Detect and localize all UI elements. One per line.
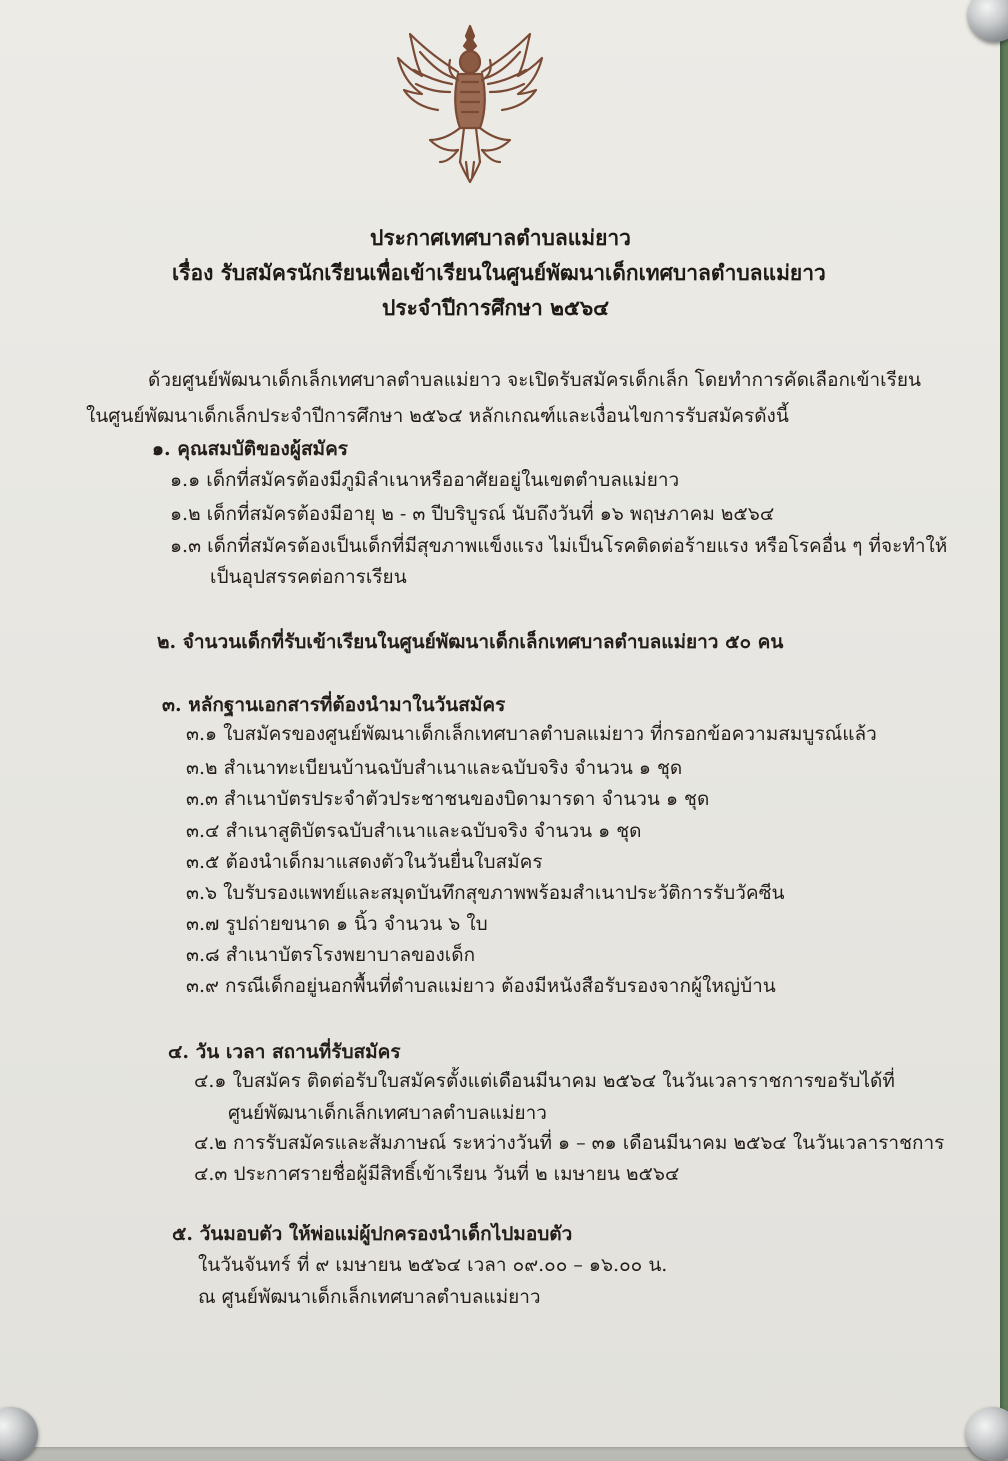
document-subject: เรื่อง รับสมัครนักเรียนเพื่อเข้าเรียนในศูนย์พัฒนาเด็กเทศบาลตำบลแม่ยาว <box>172 260 826 285</box>
section-3-item: ๓.๑ ใบสมัครของศูนย์พัฒนาเด็กเล็กเทศบาลตำบลแม่ยาว ที่กรอกข้อความสมบูรณ์แล้ว <box>186 723 877 745</box>
section-5-heading: ๕. วันมอบตัว ให้พ่อแม่ผู้ปกครองนำเด็กไปมอบตัว <box>172 1223 573 1245</box>
section-1-item: ๑.๓ เด็กที่สมัครต้องเป็นเด็กที่มีสุขภาพแข็งแรง ไม่เป็นโรคติดต่อร้ายแรง หรือโรคอื่น ๆ ที่จะทำให้ <box>170 535 948 557</box>
academic-year: ประจำปีการศึกษา ๒๕๖๔ <box>382 295 610 320</box>
section-4-item: ๔.๒ การรับสมัครและสัมภาษณ์ ระหว่างวันที่ ๑ – ๓๑ เดือนมีนาคม ๒๕๖๔ ในวันเวลาราชการ <box>194 1132 945 1154</box>
section-2-heading: ๒. จำนวนเด็กที่รับเข้าเรียนในศูนย์พัฒนาเด็กเล็กเทศบาลตำบลแม่ยาว ๕๐ คน <box>157 631 784 653</box>
document-title: ประกาศเทศบาลตำบลแม่ยาว <box>370 225 631 250</box>
section-4-item: ๔.๑ ใบสมัคร ติดต่อรับใบสมัครตั้งแต่เดือนมีนาคม ๒๕๖๔ ในวันเวลาราชการขอรับได้ที่ <box>194 1070 895 1092</box>
section-3-item: ๓.๕ ต้องนำเด็กมาแสดงตัวในวันยื่นใบสมัคร <box>186 851 543 873</box>
section-3-item: ๓.๙ กรณีเด็กอยู่นอกพื้นที่ตำบลแม่ยาว ต้องมีหนังสือรับรองจากผู้ใหญ่บ้าน <box>186 975 776 997</box>
section-1-heading: ๑. คุณสมบัติของผู้สมัคร <box>152 438 348 460</box>
section-5-line: ในวันจันทร์ ที่ ๙ เมษายน ๒๕๖๔ เวลา ๐๙.๐๐ – ๑๖.๐๐ น. <box>198 1254 668 1276</box>
thumbtack-icon <box>966 1407 1008 1461</box>
section-3-item: ๓.๘ สำเนาบัตรโรงพยาบาลของเด็ก <box>186 944 476 966</box>
section-3-item: ๓.๓ สำเนาบัตรประจำตัวประชาชนของบิดามารดา จำนวน ๑ ชุด <box>186 788 710 810</box>
section-3-item: ๓.๖ ใบรับรองแพทย์และสมุดบันทึกสุขภาพพร้อมสำเนาประวัติการรับวัคซีน <box>186 882 785 904</box>
section-3-item: ๓.๗ รูปถ่ายขนาด ๑ นิ้ว จำนวน ๖ ใบ <box>186 913 488 935</box>
section-1-item-continuation: เป็นอุปสรรคต่อการเรียน <box>210 566 407 588</box>
section-5-line: ณ ศูนย์พัฒนาเด็กเล็กเทศบาลตำบลแม่ยาว <box>198 1286 541 1308</box>
section-1-item: ๑.๑ เด็กที่สมัครต้องมีภูมิลำเนาหรืออาศัยอยู่ในเขตตำบลแม่ยาว <box>170 469 680 491</box>
section-3-item: ๓.๒ สำเนาทะเบียนบ้านฉบับสำเนาและฉบับจริง จำนวน ๑ ชุด <box>186 757 683 779</box>
section-4-item-continuation: ศูนย์พัฒนาเด็กเล็กเทศบาลตำบลแม่ยาว <box>228 1102 547 1124</box>
garuda-emblem-icon <box>388 22 552 186</box>
intro-line-2: ในศูนย์พัฒนาเด็กเล็กประจำปีการศึกษา ๒๕๖๔ หลักเกณฑ์และเงื่อนไขการรับสมัครดังนี้ <box>86 405 789 427</box>
section-3-item: ๓.๔ สำเนาสูติบัตรฉบับสำเนาและฉบับจริง จำนวน ๑ ชุด <box>186 820 642 842</box>
section-4-heading: ๔. วัน เวลา สถานที่รับสมัคร <box>168 1041 401 1063</box>
section-4-item: ๔.๓ ประกาศรายชื่อผู้มีสิทธิ์เข้าเรียน วันที่ ๒ เมษายน ๒๕๖๔ <box>194 1163 680 1185</box>
section-1-item: ๑.๒ เด็กที่สมัครต้องมีอายุ ๒ - ๓ ปีบริบูรณ์ นับถึงวันที่ ๑๖ พฤษภาคม ๒๕๖๔ <box>170 503 775 525</box>
intro-line-1: ด้วยศูนย์พัฒนาเด็กเล็กเทศบาลตำบลแม่ยาว จะเปิดรับสมัครเด็กเล็ก โดยทำการคัดเลือกเข้าเรียน <box>148 369 921 391</box>
section-3-heading: ๓. หลักฐานเอกสารที่ต้องนำมาในวันสมัคร <box>162 694 506 716</box>
